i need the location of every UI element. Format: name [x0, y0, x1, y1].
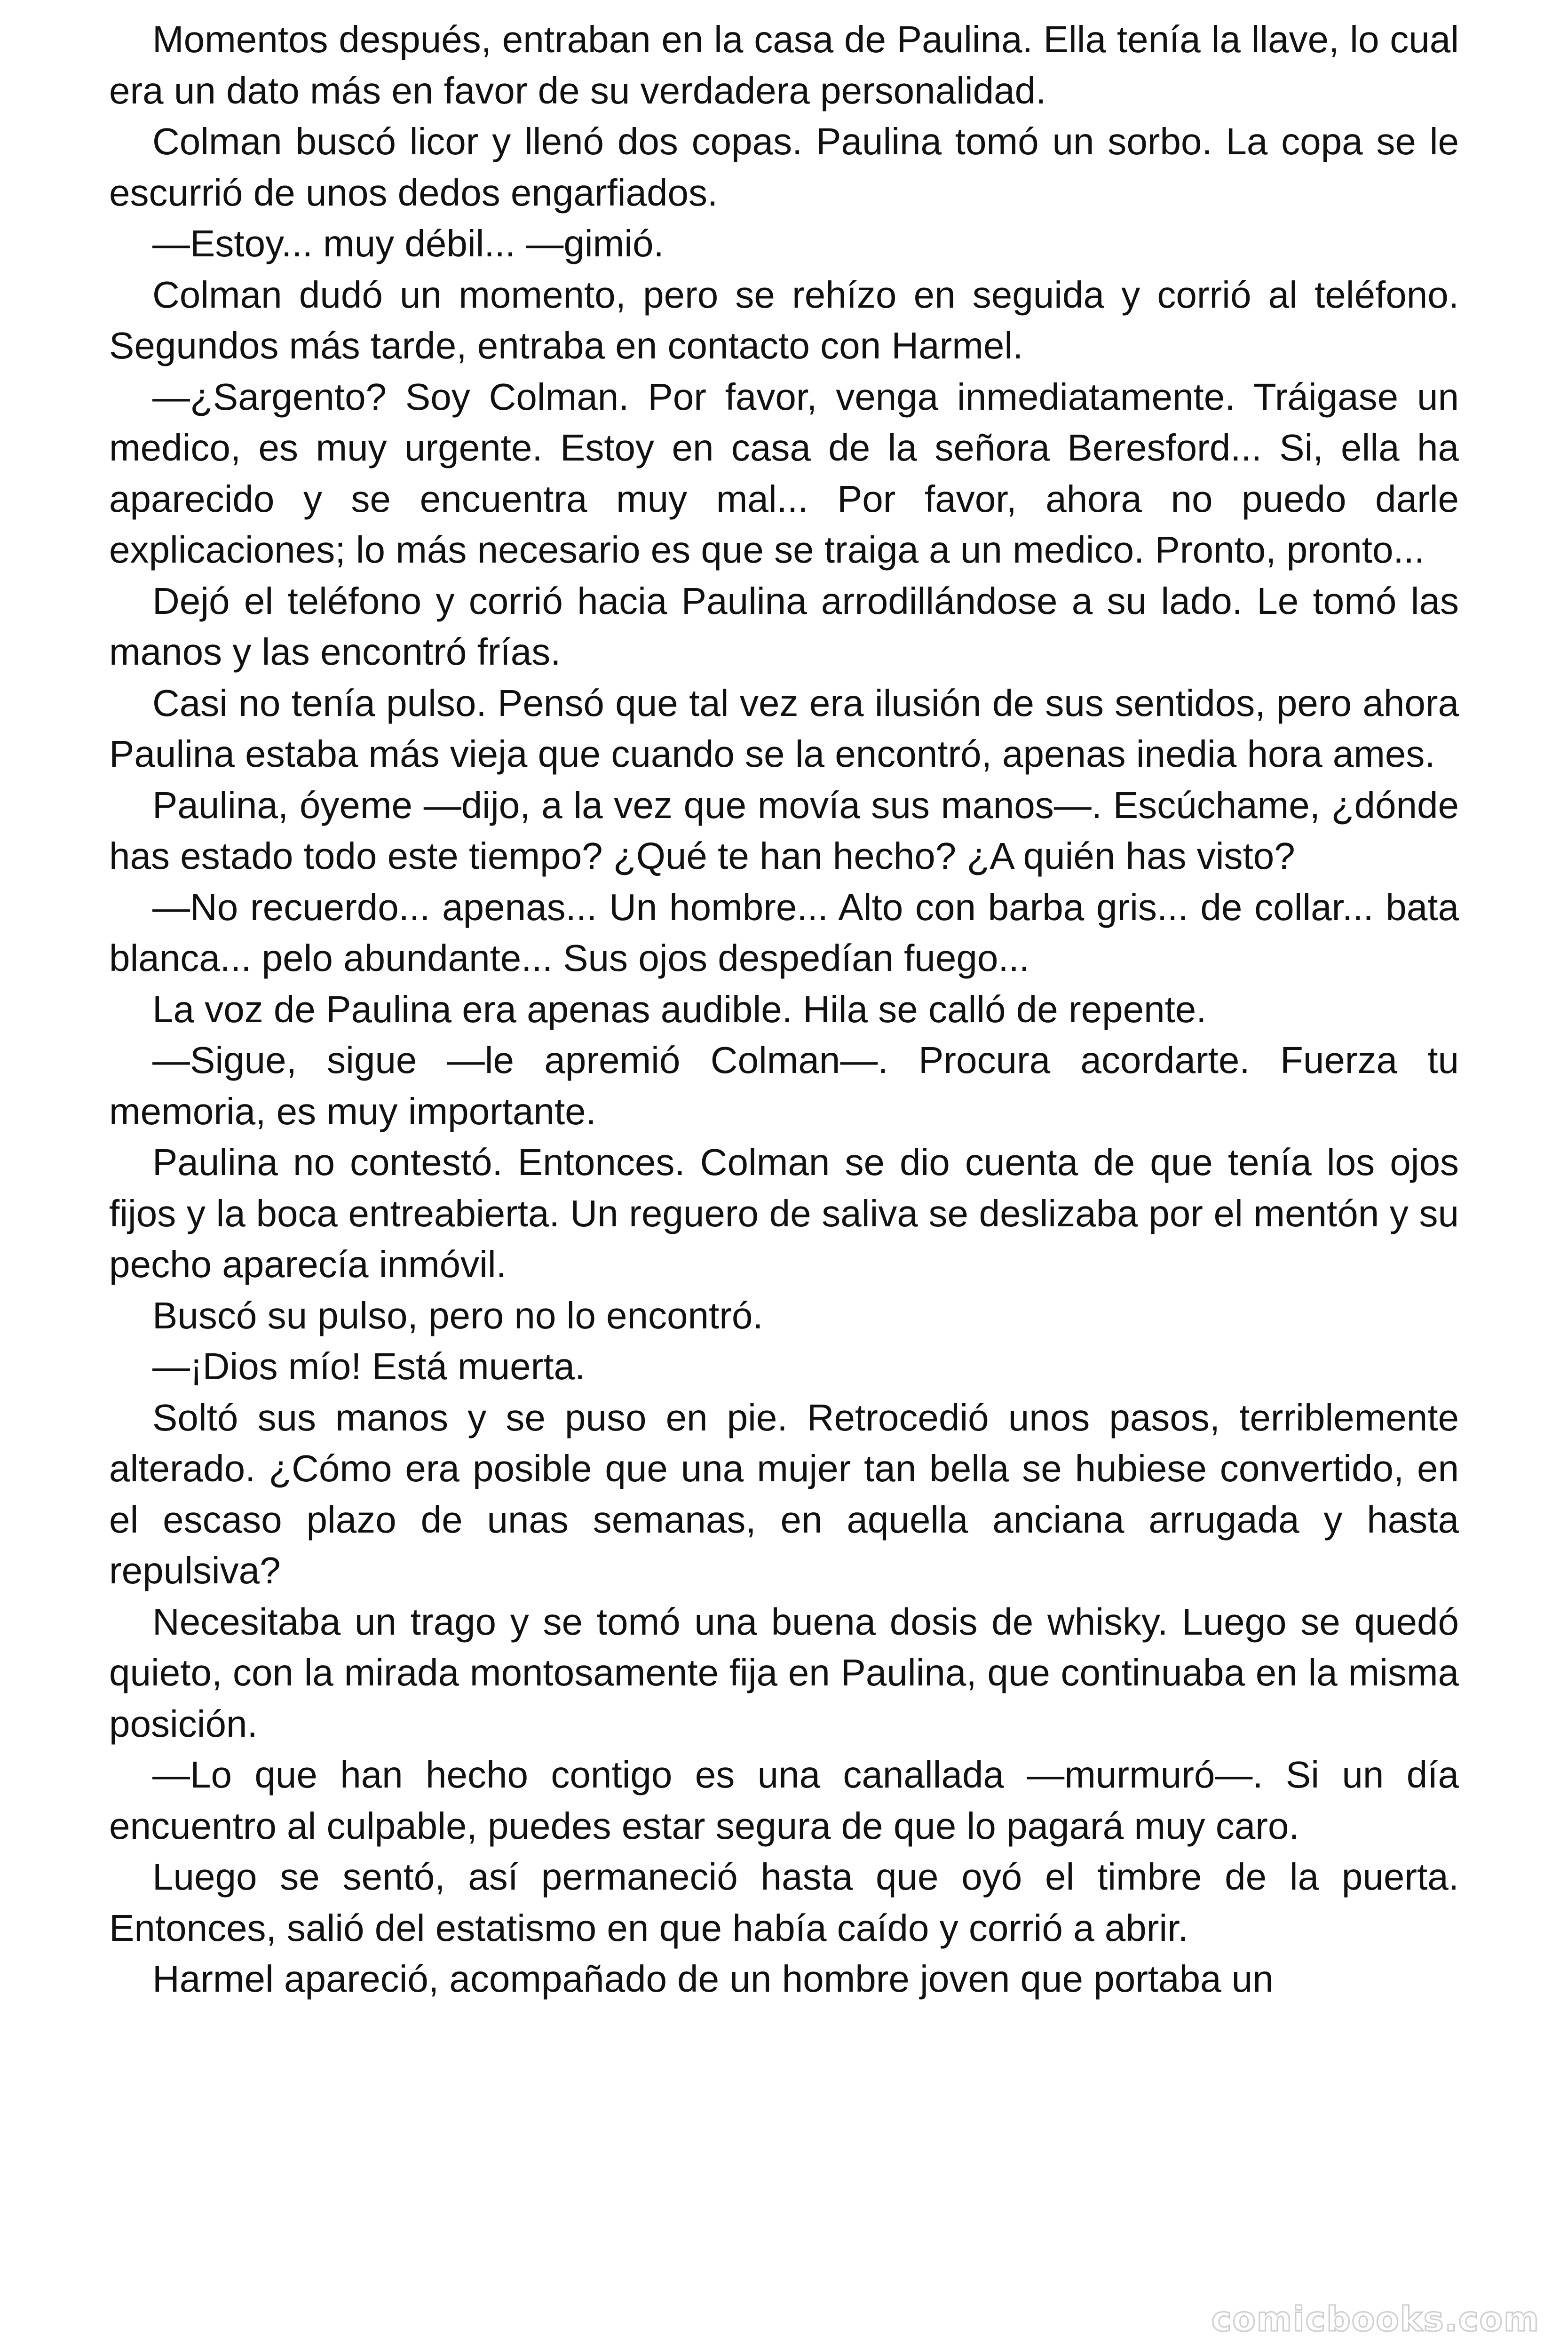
watermark: comicbooks.com: [1211, 2299, 1540, 2339]
paragraph: La voz de Paulina era apenas audible. Hila se calló de repente.: [152, 988, 1207, 1030]
paragraph: —No recuerdo... apenas... Un hombre... Alto con barba gris... de collar... bata blanca... pelo abundante... Sus ojos despedían fuego...: [109, 886, 1459, 979]
paragraph: Luego se sentó, así permaneció hasta que oyó el timbre de la puerta. Entonces, salió del estatismo en que había caído y corrió a abrir.: [109, 1856, 1459, 1949]
paragraph: Colman dudó un momento, pero se rehízo en seguida y corrió al teléfono. Segundos más tarde, entraba en contacto con Harmel.: [109, 273, 1459, 366]
paragraph: Harmel apareció, acompañado de un hombre joven que portaba un: [152, 1958, 1274, 2000]
paragraph: —Estoy... muy débil... —gimió.: [152, 222, 664, 264]
paragraph: Soltó sus manos y se puso en pie. Retrocedió unos pasos, terriblemente alterado. ¿Cómo era posible que una mujer tan bella se hubiese convertido, en el escaso plazo de unas semanas, en aquella anciana arrugada y hasta repulsiva?: [109, 1396, 1459, 1591]
paragraph: Paulina, óyeme —dijo, a la vez que movía sus manos—. Escúchame, ¿dónde has estado todo este tiempo? ¿Qué te han hecho? ¿A quién has visto?: [109, 784, 1459, 877]
paragraph: —¿Sargento? Soy Colman. Por favor, venga inmediatamente. Tráigase un medico, es muy urgente. Estoy en casa de la señora Beresford... Si, ella ha aparecido y se encuentra muy mal... Por favor, ahora no puedo darle explicaciones; lo más necesario es que se traiga a un medico. Pronto, pronto...: [109, 375, 1459, 571]
paragraph: Colman buscó licor y llenó dos copas. Paulina tomó un sorbo. La copa se le escurrió de unos dedos engarfiados.: [109, 120, 1459, 214]
paragraph: Paulina no contestó. Entonces. Colman se dio cuenta de que tenía los ojos fijos y la boca entreabierta. Un reguero de saliva se deslizaba por el mentón y su pecho aparecía inmóvil.: [109, 1141, 1459, 1285]
paragraph: Buscó su pulso, pero no lo encontró.: [152, 1294, 763, 1336]
paragraph: Necesitaba un trago y se tomó una buena dosis de whisky. Luego se quedó quieto, con la mirada montosamente fija en Paulina, que continuaba en la misma posición.: [109, 1600, 1459, 1745]
text-column: [109, 14, 1459, 2005]
paragraph: —Sigue, sigue —le apremió Colman—. Procura acordarte. Fuerza tu memoria, es muy importante.: [109, 1039, 1459, 1132]
paragraph: Casi no tenía pulso. Pensó que tal vez era ilusión de sus sentidos, pero ahora Paulina estaba más vieja que cuando se la encontró, apenas inedia hora ames.: [109, 682, 1459, 775]
paragraph: Momentos después, entraban en la casa de Paulina. Ella tenía la llave, lo cual era un dato más en favor de su verdadera personalidad.: [109, 18, 1459, 111]
paragraph: Dejó el teléfono y corrió hacia Paulina arrodillándose a su lado. Le tomó las manos y las encontró frías.: [109, 580, 1459, 673]
paragraph: —¡Dios mío! Está muerta.: [152, 1345, 586, 1387]
paragraph: —Lo que han hecho contigo es una canallada —murmuró—. Si un día encuentro al culpable, puedes estar segura de que lo pagará muy caro.: [109, 1754, 1459, 1847]
